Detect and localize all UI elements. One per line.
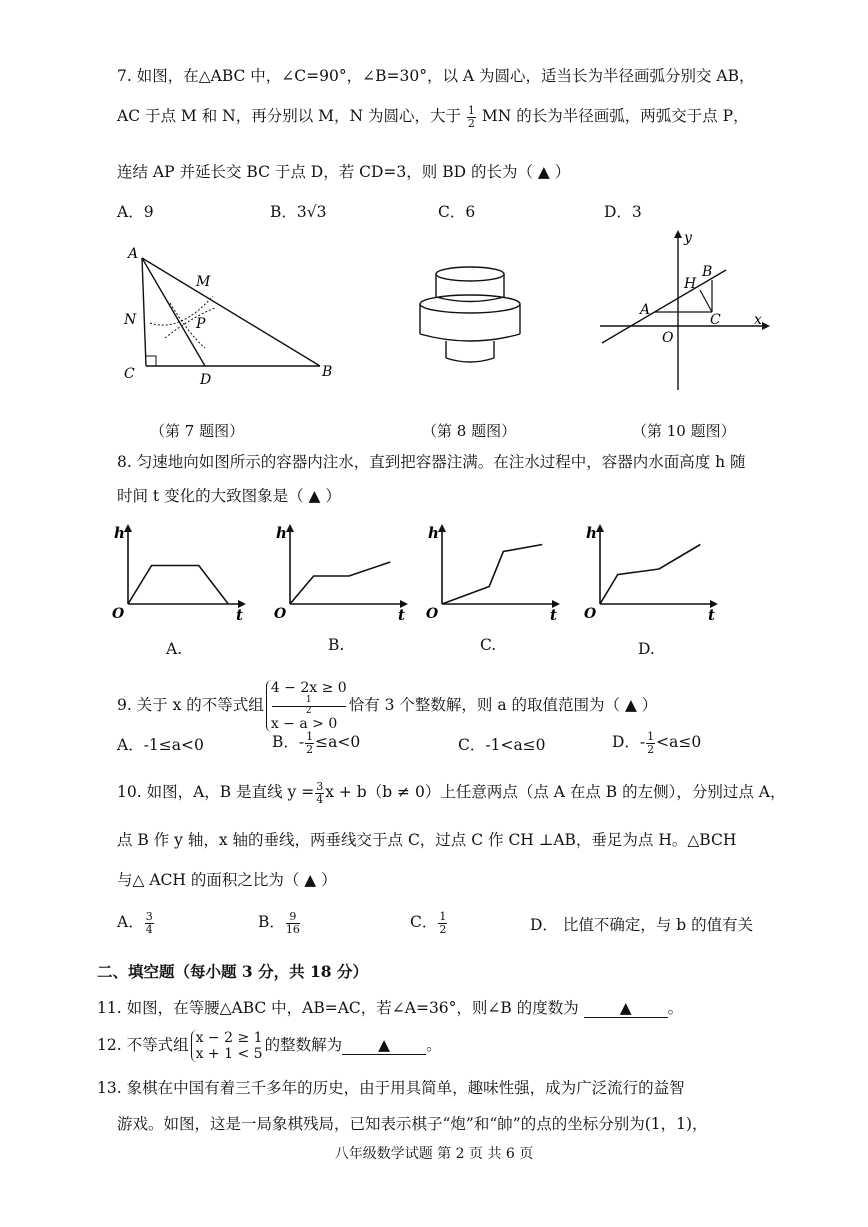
fig7-label-c: C [124, 366, 135, 382]
q7-fraction [467, 105, 476, 129]
q10-line3: 与△ ACH 的面积之比为（ ▲ ） [117, 871, 337, 889]
q13-line2: 游戏。如图，这是一局象棋残局，已知表示棋子“炮”和“帥”的点的坐标分别为(1，1)， [117, 1115, 708, 1133]
q9-option-d-frac [646, 731, 655, 755]
q9-option-c: C．-1<a≤0 [458, 736, 546, 754]
q10-option-a [117, 910, 155, 935]
q11-end: 。 [667, 999, 684, 1017]
fig10-label-y: y [684, 230, 692, 246]
fig8-caption: （第 8 题图） [422, 422, 517, 440]
t-axis-label: t [398, 606, 405, 624]
fig10-label-x: x [754, 312, 762, 328]
q10-option-d: D． 比值不确定，与 b 的值有关 [530, 916, 754, 934]
q10-option-c-num: 1 [439, 909, 447, 923]
q10-line2: 点 B 作 y 轴，x 轴的垂线，两垂线交于点 C，过点 C 作 CH ⊥AB，垂足为点 H。△BCH [117, 831, 737, 849]
section-2-title: 二、填空题（每小题 3 分，共 18 分） [97, 962, 368, 981]
h-axis-label: h [586, 524, 597, 542]
q8-graph-b [272, 520, 412, 630]
fig7-arc-from-n [165, 308, 215, 338]
q10-option-c-den: 2 [439, 922, 447, 936]
q9-option-b-den: 2 [306, 742, 314, 756]
q9-system [266, 680, 347, 732]
q9-line [117, 680, 657, 732]
q10-option-a-label: A． [117, 913, 144, 931]
q10-frac-num: 3 [316, 779, 324, 793]
fig10-label-a: A [640, 302, 651, 318]
fig10-label-b: B [702, 264, 713, 280]
figure-10 [596, 228, 776, 393]
figure-8 [412, 262, 527, 372]
h-axis-arrow [124, 524, 132, 532]
t-axis-label: t [236, 606, 243, 624]
fig10-label-o: O [662, 330, 674, 346]
q12-ineq-2: x + 1 < 5 [195, 1046, 263, 1063]
q7-line2-end: MN 的长为半径画弧，两弧交于点 P， [481, 107, 749, 125]
fig7-label-p: P [196, 316, 206, 332]
q12-tail: 的整数解为 [264, 1036, 343, 1055]
fig8-top-ellipse [436, 267, 504, 281]
h-t-curve [442, 545, 542, 605]
q12-blank: ▲ [342, 1036, 426, 1055]
origin-label: O [584, 606, 597, 622]
fig10-label-h: H [684, 276, 697, 292]
origin-label: O [112, 606, 125, 622]
q9-ineq-2-frac [272, 696, 346, 716]
q10-option-c-frac [438, 911, 447, 935]
q7-option-c: C．6 [438, 203, 476, 221]
q7-frac-num: 1 [467, 103, 475, 117]
fig7-label-b: B [322, 364, 333, 380]
q12-end: 。 [426, 1036, 442, 1055]
fig7-right-angle [146, 356, 156, 366]
q7-line2-start: AC 于点 M 和 N，再分别以 M，N 为圆心，大于 [117, 107, 461, 125]
q10-frac-den: 4 [316, 792, 324, 806]
q9-option-d-post: <a≤0 [656, 733, 702, 751]
q7-line3: 连结 AP 并延长交 BC 于点 D，若 CD=3，则 BD 的长为（ ▲ ） [117, 163, 571, 181]
h-axis-label: h [114, 524, 125, 542]
fig10-caption: （第 10 题图） [632, 422, 736, 440]
q11-blank: ▲ [584, 999, 668, 1018]
q8-option-c-label: C. [480, 636, 497, 654]
t-axis-label: t [708, 606, 715, 624]
q7-frac-den: 2 [467, 116, 475, 130]
q10-option-a-frac [145, 911, 154, 935]
q12-system [191, 1030, 263, 1062]
q9-tail: 恰有 3 个整数解，则 a 的取值范围为（ ▲ ） [348, 696, 658, 715]
q7-option-b: B．3√3 [270, 203, 327, 221]
q12-line [97, 1030, 442, 1062]
h-axis-arrow [596, 524, 604, 532]
q8-option-d-label: D. [638, 640, 655, 658]
q10-option-b-den: 16 [285, 922, 300, 936]
q8-graph-c [424, 520, 564, 630]
h-t-curve [128, 566, 228, 605]
page-footer: 八年级数学试题 第 2 页 共 6 页 [334, 1146, 534, 1162]
q9-option-d-den: 2 [647, 742, 655, 756]
fig8-mid-ellipse [420, 295, 520, 313]
q10-option-b [258, 910, 301, 935]
q9-option-d-num: 1 [647, 729, 655, 743]
fig7-label-n: N [124, 312, 137, 328]
fig7-label-m: M [196, 274, 211, 290]
h-axis-label: h [276, 524, 287, 542]
q8-graph-d [582, 520, 722, 630]
origin-label: O [274, 606, 287, 622]
q10-fraction [315, 781, 324, 805]
q10-line1-end: x + b（b ≠ 0）上任意两点（点 A 在点 B 的左侧），分别过点 A， [325, 783, 786, 801]
q7-option-a: A．9 [117, 203, 154, 221]
t-axis-label: t [550, 606, 557, 624]
q10-option-a-num: 3 [145, 909, 153, 923]
q9-ineq-1: 4 − 2x ≥ 0 [270, 680, 347, 696]
q9-option-a: A．-1≤a<0 [117, 736, 204, 754]
origin-label: O [426, 606, 439, 622]
fig7-label-d: D [200, 372, 212, 388]
q8-option-b-label: B. [328, 636, 345, 654]
q10-option-b-frac [286, 911, 300, 935]
fig10-segment-ch [700, 290, 712, 312]
fig7-side-ab [142, 258, 320, 366]
h-t-curve [600, 545, 700, 605]
q9-option-b-frac [305, 731, 314, 755]
q9-option-d [612, 730, 701, 755]
q8-option-a-label: A. [166, 640, 183, 658]
q9-option-b-pre: B．- [272, 733, 305, 751]
q11-line [97, 996, 683, 1018]
q9-option-d-pre: D．- [612, 733, 646, 751]
h-axis-arrow [286, 524, 294, 532]
q7-line1: 7. 如图，在△ABC 中，∠C=90°，∠B=30°，以 A 为圆心，适当长为半径画弧分别交 AB， [117, 67, 755, 85]
q9-ineq-2-rest: x − a > 0 [270, 715, 338, 732]
q8-line1: 8. 匀速地向如图所示的容器内注水，直到把容器注满。在注水过程中，容器内水面高度 h 随 [117, 453, 746, 471]
q8-line2: 时间 t 变化的大致图象是（ ▲ ） [117, 487, 341, 505]
q9-option-b [272, 730, 360, 755]
q9-ineq-2 [271, 696, 347, 732]
q9-option-b-num: 1 [306, 729, 314, 743]
fig10-label-c: C [710, 312, 721, 328]
fig7-caption: （第 7 题图） [150, 422, 245, 440]
q10-option-b-num: 9 [286, 911, 300, 924]
fig7-label-a: A [128, 246, 139, 262]
q9-ineq-2-den: 2 [305, 705, 312, 716]
q10-option-c [410, 910, 448, 935]
q9-option-b-post: ≤a<0 [315, 733, 361, 751]
q7-option-d: D．3 [604, 203, 642, 221]
fig7-side-ac [142, 258, 146, 366]
q9-lead: 9. 关于 x 的不等式组 [117, 696, 264, 715]
h-axis-label: h [428, 524, 439, 542]
h-t-curve [290, 562, 390, 604]
q10-option-c-label: C． [410, 913, 438, 931]
q9-ineq-2-num: 1 [272, 696, 346, 706]
q11-text: 11. 如图，在等腰△ABC 中，AB=AC，若∠A=36°，则∠B 的度数为 [97, 999, 579, 1017]
q10-line1 [117, 780, 785, 805]
figure-7 [110, 238, 350, 388]
q10-option-a-den: 4 [145, 922, 153, 936]
q10-line1-start: 10. 如图，A，B 是直线 y = [117, 783, 315, 801]
q12-ineq-1: x − 2 ≥ 1 [195, 1030, 263, 1046]
q13-line1: 13. 象棋在中国有着三千多年的历史，由于用具简单，趣味性强，成为广泛流行的益智 [97, 1079, 685, 1097]
q10-option-b-label: B． [258, 913, 285, 931]
h-axis-arrow [438, 524, 446, 532]
q8-graph-a [110, 520, 250, 630]
q7-line2 [117, 104, 749, 129]
q12-lead: 12. 不等式组 [97, 1036, 189, 1055]
